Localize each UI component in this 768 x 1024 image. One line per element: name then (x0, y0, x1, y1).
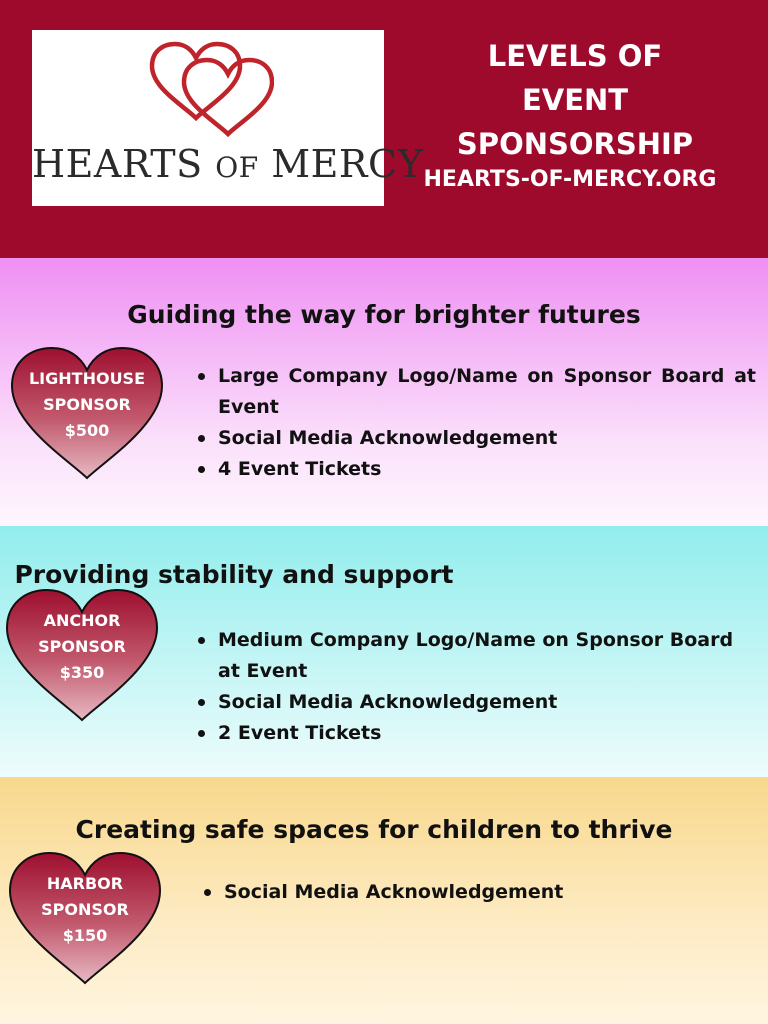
tier-price: $350 (59, 663, 105, 682)
double-heart-icon (144, 40, 274, 140)
benefit-item: Social Media Acknowledgement (196, 687, 756, 718)
header-banner (0, 0, 768, 258)
tier-price: $500 (64, 421, 110, 440)
tier-tagline: Providing stability and support (14, 560, 454, 589)
tier-price: $150 (62, 926, 108, 945)
tier-tagline: Creating safe spaces for children to thrive (75, 815, 673, 844)
tier-heart-badge (8, 344, 166, 484)
page-title (430, 34, 720, 166)
benefit-item: Medium Company Logo/Name on Sponsor Board at Event (196, 625, 756, 687)
tier-section-lighthouse (0, 258, 768, 526)
benefit-item: 2 Event Tickets (196, 718, 756, 749)
website-url: HEARTS-OF-MERCY.ORG (423, 167, 717, 192)
tier-name: SPONSOR (38, 637, 126, 656)
tier-section-anchor (0, 526, 768, 777)
tier-name: LIGHTHOUSE (28, 369, 146, 388)
tier-heart-badge (6, 849, 164, 989)
logo-wordmark: HEARTS OF MERCY (32, 142, 424, 186)
benefit-list (202, 877, 742, 908)
title-line: SPONSORSHIP (456, 127, 694, 161)
tier-heart-badge (3, 586, 161, 726)
benefit-item: Social Media Acknowledgement (196, 423, 756, 454)
title-line: EVENT (521, 83, 629, 117)
benefit-item: Social Media Acknowledgement (202, 877, 742, 908)
benefit-list (196, 625, 756, 749)
tier-section-harbor (0, 777, 768, 1024)
benefit-item: Large Company Logo/Name on Sponsor Board at Event (196, 361, 756, 423)
tier-name: HARBOR (46, 874, 124, 893)
benefit-list (196, 361, 756, 485)
hearts-of-mercy-logo (32, 30, 424, 206)
title-line: LEVELS OF (487, 39, 663, 73)
tier-tagline: Guiding the way for brighter futures (127, 300, 641, 329)
tier-name: SPONSOR (41, 900, 129, 919)
tier-name: ANCHOR (43, 611, 121, 630)
tier-name: SPONSOR (43, 395, 131, 414)
benefit-item: 4 Event Tickets (196, 454, 756, 485)
